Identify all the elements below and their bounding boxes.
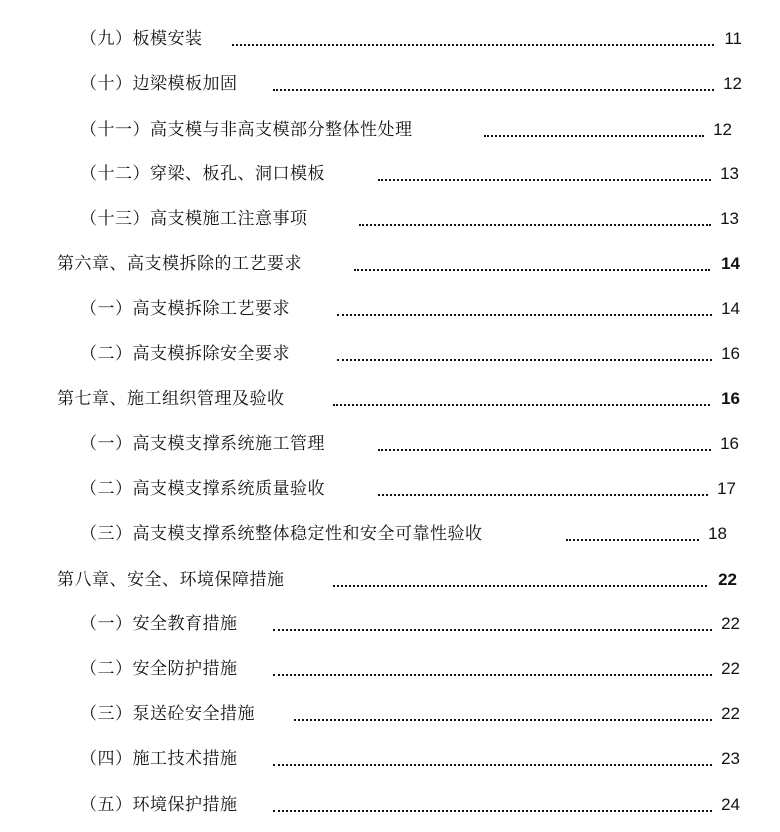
toc-entry-page: 24 <box>721 795 740 814</box>
toc-entry-title: （九）板模安装 <box>80 29 203 49</box>
toc-entry[interactable] <box>80 290 740 320</box>
toc-leader-dots <box>273 764 712 766</box>
toc-entry-title: （一）安全教育措施 <box>80 614 238 634</box>
toc-entry-page: 13 <box>720 164 739 183</box>
toc-entry-title: （十三）高支模施工注意事项 <box>80 209 308 229</box>
toc-entry[interactable] <box>80 740 740 770</box>
toc-entry-page: 16 <box>720 434 739 453</box>
toc-leader-dots <box>273 629 712 631</box>
toc-entry-page: 22 <box>721 659 740 678</box>
toc-leader-dots <box>354 269 710 271</box>
toc-leader-dots <box>273 810 712 812</box>
toc-entry[interactable] <box>80 470 736 500</box>
toc-leader-dots <box>378 449 711 451</box>
toc-entry-page: 12 <box>713 120 732 139</box>
toc-leader-dots <box>359 224 711 226</box>
toc-entry-title: （三）泵送砼安全措施 <box>80 704 255 724</box>
toc-chapter-entry[interactable] <box>57 380 740 410</box>
toc-chapter-entry[interactable] <box>57 245 740 275</box>
toc-entry[interactable] <box>80 605 740 635</box>
toc-leader-dots <box>337 359 712 361</box>
toc-entry-page: 22 <box>721 704 740 723</box>
toc-entry[interactable] <box>80 20 742 50</box>
toc-leader-dots <box>378 494 708 496</box>
toc-entry[interactable] <box>80 200 739 230</box>
toc-leader-dots <box>333 585 707 587</box>
toc-entry[interactable] <box>80 650 740 680</box>
toc-entry-title: （二）高支模支撑系统质量验收 <box>80 479 325 499</box>
toc-leader-dots <box>333 404 710 406</box>
toc-entry-title: 第六章、高支模拆除的工艺要求 <box>57 254 302 274</box>
toc-entry[interactable] <box>80 111 732 141</box>
toc-entry-page: 18 <box>708 524 727 543</box>
toc-entry-title: （十二）穿梁、板孔、洞口模板 <box>80 164 325 184</box>
toc-entry[interactable] <box>80 335 740 365</box>
toc-entry-title: （四）施工技术措施 <box>80 749 238 769</box>
toc-leader-dots <box>273 674 712 676</box>
toc-entry-page: 16 <box>721 344 740 363</box>
toc-entry[interactable] <box>80 425 739 455</box>
toc-leader-dots <box>337 314 712 316</box>
toc-chapter-entry[interactable] <box>57 561 737 591</box>
toc-entry-page: 13 <box>720 209 739 228</box>
toc-entry-page: 14 <box>721 254 740 273</box>
toc-leader-dots <box>273 89 714 91</box>
toc-entry-page: 22 <box>718 570 737 589</box>
toc-entry[interactable] <box>80 155 739 185</box>
toc-leader-dots <box>294 719 712 721</box>
toc-leader-dots <box>484 135 704 137</box>
toc-entry-page: 16 <box>721 389 740 408</box>
toc-entry-page: 11 <box>724 29 742 48</box>
toc-leader-dots <box>378 179 711 181</box>
toc-entry-title: （一）高支模拆除工艺要求 <box>80 299 290 319</box>
toc-entry-page: 22 <box>721 614 740 633</box>
toc-entry-page: 17 <box>717 479 736 498</box>
toc-entry-title: 第八章、安全、环境保障措施 <box>57 570 285 590</box>
toc-entry-page: 12 <box>723 74 742 93</box>
toc-entry[interactable] <box>80 695 740 725</box>
toc-entry[interactable] <box>80 786 740 816</box>
toc-entry-title: （二）高支模拆除安全要求 <box>80 344 290 364</box>
toc-entry-title: （十一）高支模与非高支模部分整体性处理 <box>80 120 413 140</box>
toc-entry-page: 14 <box>721 299 740 318</box>
toc-entry-title: 第七章、施工组织管理及验收 <box>57 389 285 409</box>
toc-entry-title: （五）环境保护措施 <box>80 795 238 815</box>
toc-entry-title: （一）高支模支撑系统施工管理 <box>80 434 325 454</box>
toc-leader-dots <box>566 539 699 541</box>
toc-entry[interactable] <box>80 65 742 95</box>
toc-entry-page: 23 <box>721 749 740 768</box>
toc-entry-title: （三）高支模支撑系统整体稳定性和安全可靠性验收 <box>80 524 483 544</box>
toc-entry-title: （十）边梁模板加固 <box>80 74 238 94</box>
toc-entry[interactable] <box>80 515 727 545</box>
toc-leader-dots <box>232 44 714 46</box>
toc-entry-title: （二）安全防护措施 <box>80 659 238 679</box>
